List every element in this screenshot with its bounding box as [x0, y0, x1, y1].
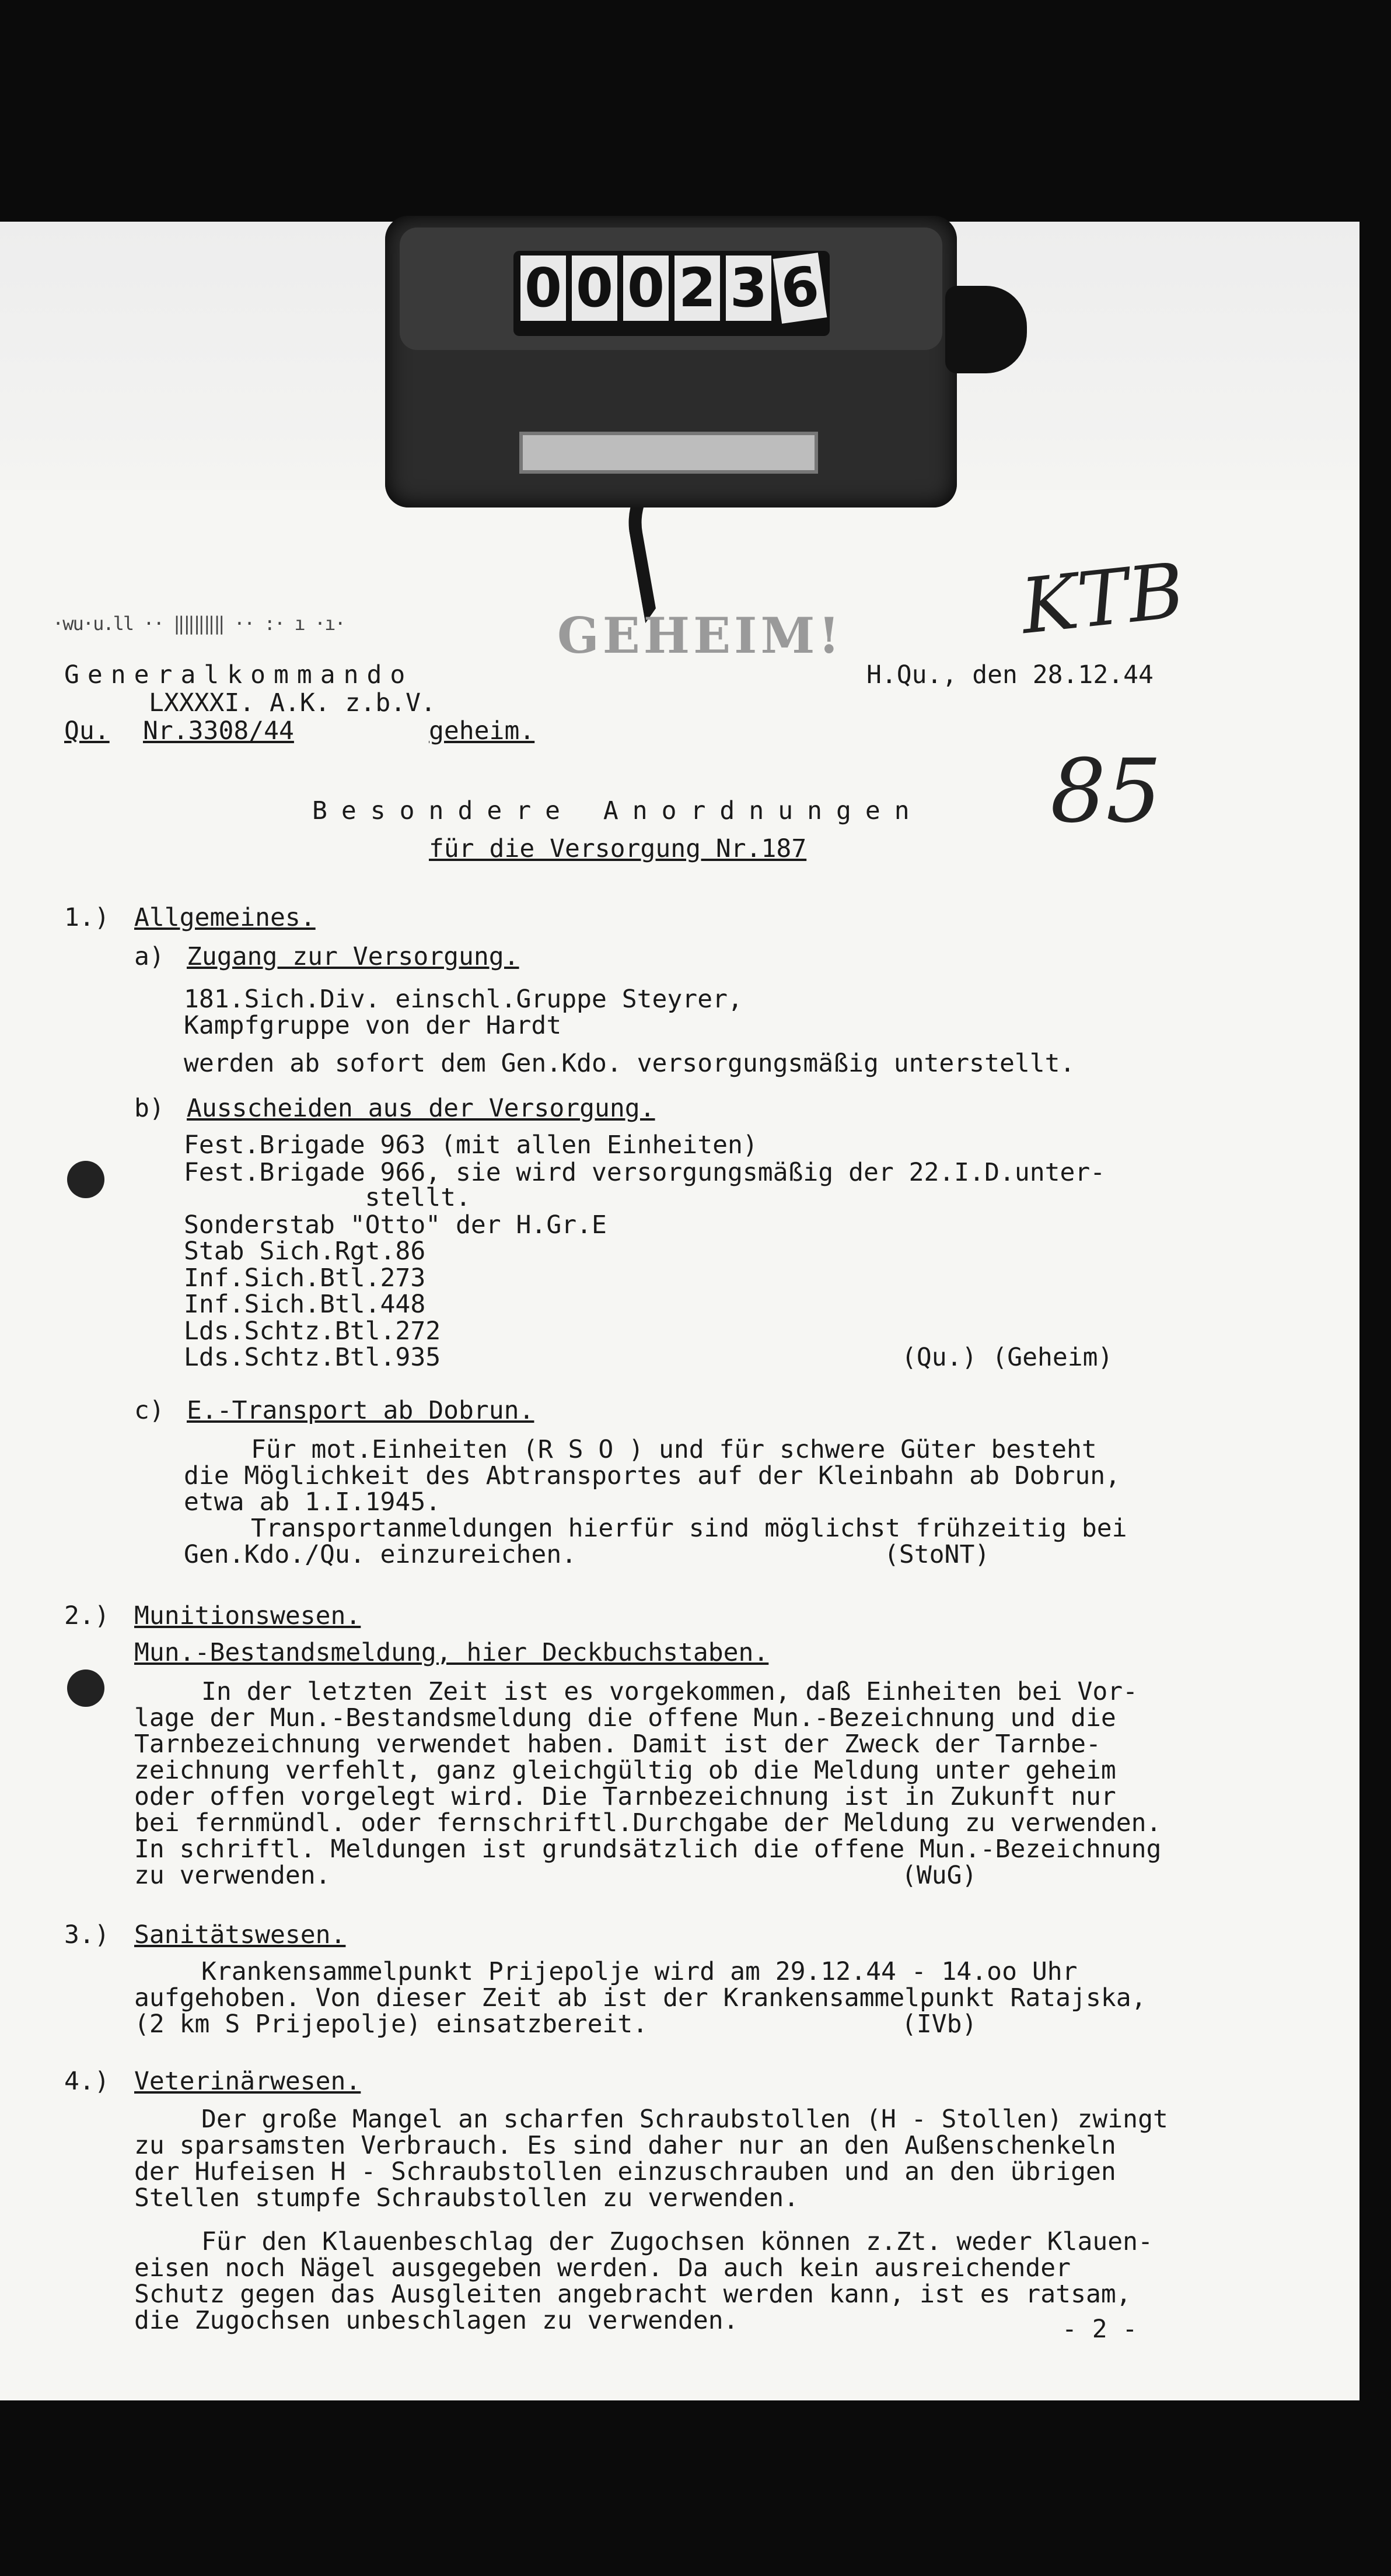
- section-number: 2.): [64, 1601, 110, 1630]
- subsection-label: b): [134, 1094, 165, 1123]
- counter-plate: [519, 432, 818, 474]
- scan-noise: ·wu·u.ll ·· ‖‖‖‖‖ ·· :· ı ·ı·: [53, 612, 345, 635]
- text-line: Lds.Schtz.Btl.935: [184, 1343, 441, 1372]
- reference-note: (Qu.) (Geheim): [901, 1343, 1113, 1372]
- text-line: In der letzten Zeit ist es vorgekommen, daß Einheiten bei Vor-: [201, 1677, 1138, 1706]
- subsection-heading: Mun.-Bestandsmeldung, hier Deckbuchstaben.: [134, 1638, 769, 1667]
- header-corps: LXXXXI. A.K. z.b.V.: [149, 688, 436, 718]
- text-line: oder offen vorgelegt wird. Die Tarnbezeichnung ist in Zukunft nur: [134, 1782, 1116, 1811]
- doc-subtitle: für die Versorgung Nr.187: [429, 834, 807, 863]
- frame-counter-device: [385, 216, 974, 508]
- section-heading: Sanitätswesen.: [134, 1920, 346, 1950]
- text-line: etwa ab 1.I.1945.: [184, 1488, 441, 1517]
- text-line: die Möglichkeit des Abtransportes auf der Kleinbahn ab Dobrun,: [184, 1461, 1121, 1490]
- text-line: Transportanmeldungen hierfür sind möglichst frühzeitig bei: [251, 1514, 1127, 1543]
- text-line: Fest.Brigade 963 (mit allen Einheiten): [184, 1130, 758, 1160]
- text-line: Fest.Brigade 966, sie wird versorgungsmäßig der 22.I.D.unter-: [184, 1158, 1106, 1187]
- counter-knob: [945, 286, 1027, 373]
- text-line: zu verwenden.: [134, 1861, 331, 1890]
- section-heading: Veterinärwesen.: [134, 2067, 361, 2096]
- text-line: werden ab sofort dem Gen.Kdo. versorgungsmäßig unterstellt.: [184, 1049, 1075, 1078]
- text-line: die Zugochsen unbeschlagen zu verwenden.: [134, 2306, 739, 2335]
- text-line: (2 km S Prijepolje) einsatzbereit.: [134, 2010, 648, 2039]
- subsection-label: a): [134, 942, 165, 971]
- text-line: Krankensammelpunkt Prijepolje wird am 29.12.44 - 14.oo Uhr: [201, 1957, 1078, 1986]
- text-line: Schutz gegen das Ausgleiten angebracht werden kann, ist es ratsam,: [134, 2280, 1131, 2309]
- counter-digits: [513, 251, 830, 336]
- text-line: zu sparsamsten Verbrauch. Es sind daher nur an den Außenschenkeln: [134, 2131, 1116, 2160]
- text-line: Inf.Sich.Btl.273: [184, 1264, 426, 1293]
- text-line: lage der Mun.-Bestandsmeldung die offene Mun.-Bezeichnung und die: [134, 1703, 1116, 1732]
- text-line: In schriftl. Meldungen ist grundsätzlich die offene Mun.-Bezeichnung: [134, 1835, 1162, 1864]
- header-office: Generalkommando: [64, 660, 414, 690]
- text-line: bei fernmündl. oder fernschriftl.Durchgabe der Meldung zu verwenden.: [134, 1808, 1162, 1838]
- text-line: Tarnbezeichnung verwendet haben. Damit ist der Zweck der Tarnbe-: [134, 1730, 1101, 1759]
- text-line: Gen.Kdo./Qu. einzureichen.: [184, 1540, 577, 1569]
- text-line: Sonderstab "Otto" der H.Gr.E: [184, 1210, 607, 1240]
- text-line: Für den Klauenbeschlag der Zugochsen können z.Zt. weder Klauen-: [201, 2227, 1153, 2256]
- text-line: Inf.Sich.Btl.448: [184, 1290, 426, 1319]
- subsection-heading: Ausscheiden aus der Versorgung.: [187, 1094, 655, 1123]
- counter-digit: 0: [572, 256, 617, 321]
- text-line: aufgehoben. Von dieser Zeit ab ist der Krankensammelpunkt Ratajska,: [134, 1983, 1147, 2013]
- text-line: Stab Sich.Rgt.86: [184, 1237, 426, 1266]
- punch-hole: [67, 1161, 104, 1198]
- reference-note: (WuG): [901, 1861, 977, 1890]
- text-line: Lds.Schtz.Btl.272: [184, 1317, 441, 1346]
- text-line: zeichnung verfehlt, ganz gleichgültig ob die Meldung unter geheim: [134, 1756, 1116, 1785]
- subsection-heading: Zugang zur Versorgung.: [187, 942, 519, 971]
- secret-stamp: GEHEIM!: [557, 607, 844, 664]
- text-line: Kampfgruppe von der Hardt: [184, 1011, 562, 1040]
- text-line: Stellen stumpfe Schraubstollen zu verwenden.: [134, 2183, 799, 2213]
- punch-hole: [67, 1670, 104, 1707]
- text-line: stellt.: [184, 1183, 471, 1212]
- handwritten-page-number: 85: [1050, 741, 1162, 842]
- header-qu: Qu.: [64, 716, 110, 746]
- reference-note: (IVb): [901, 2010, 977, 2039]
- section-heading: Munitionswesen.: [134, 1601, 361, 1630]
- section-heading: Allgemeines.: [134, 903, 316, 932]
- counter-digit: 3: [726, 256, 771, 321]
- text-line: Der große Mangel an scharfen Schraubstollen (H - Stollen) zwingt: [201, 2105, 1168, 2134]
- doc-title: Besondere Anordnungen: [312, 796, 924, 825]
- text-line: Für mot.Einheiten (R S O ) und für schwere Güter besteht: [251, 1435, 1097, 1464]
- counter-digit: 0: [623, 256, 669, 321]
- subsection-heading: E.-Transport ab Dobrun.: [187, 1396, 534, 1425]
- handwritten-ktb: KTB: [1016, 545, 1189, 652]
- page-marker: - 2 -: [1062, 2315, 1138, 2344]
- reference-note: (StoNT): [884, 1540, 990, 1569]
- counter-digit: 2: [674, 256, 720, 321]
- text-line: eisen noch Nägel ausgegeben werden. Da auch kein ausreichender: [134, 2253, 1071, 2283]
- section-number: 3.): [64, 1920, 110, 1950]
- counter-digit: 6: [773, 253, 827, 324]
- text-line: der Hufeisen H - Schraubstollen einzuschrauben und an den übrigen: [134, 2157, 1116, 2186]
- section-number: 1.): [64, 903, 110, 932]
- text-line: 181.Sich.Div. einschl.Gruppe Steyrer,: [184, 985, 743, 1014]
- counter-digit: 0: [520, 256, 566, 321]
- header-classification: geheim.: [429, 716, 535, 746]
- section-number: 4.): [64, 2067, 110, 2096]
- header-reference: Nr.3308/44: [143, 716, 294, 746]
- header-date: H.Qu., den 28.12.44: [866, 660, 1154, 690]
- subsection-label: c): [134, 1396, 165, 1425]
